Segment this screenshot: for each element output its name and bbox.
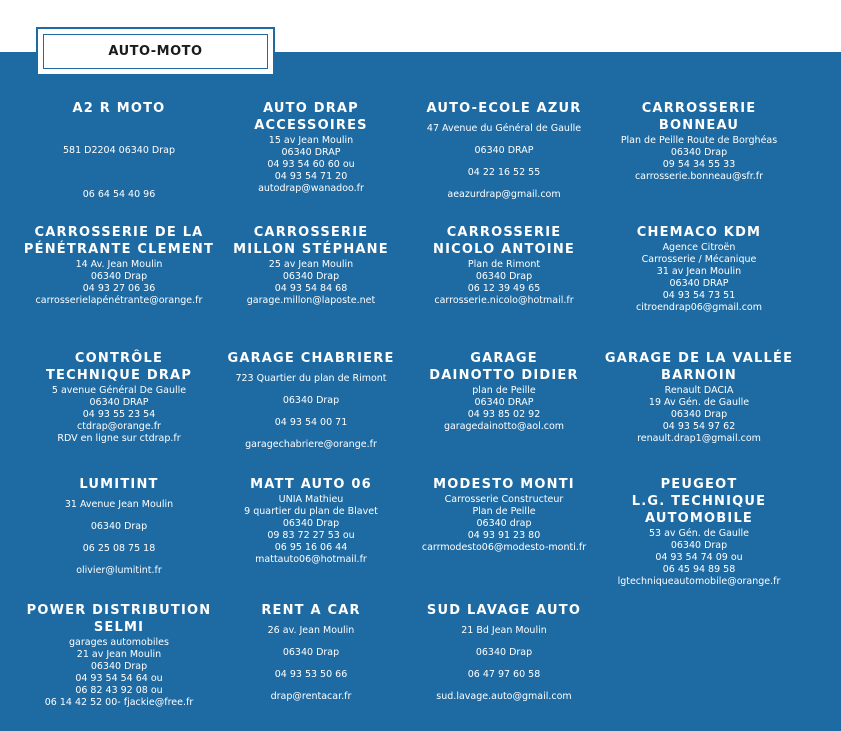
contact-line: 04 93 55 23 54: [82, 409, 156, 420]
business-name: [20, 224, 218, 258]
contact-line: 09 83 72 27 53 ou: [267, 530, 355, 541]
business-card: [212, 602, 410, 703]
email-address: ctdrap@orange.fr: [77, 421, 161, 432]
email-address: renault.drap1@gmail.com: [637, 433, 761, 444]
business-name-line: TECHNIQUE DRAP: [45, 368, 193, 383]
business-card: [600, 224, 798, 314]
business-name-line: LUMITINT: [79, 477, 159, 492]
contact-line: 25 av Jean Moulin: [268, 259, 354, 270]
contact-line: 581 D2204 06340 Drap: [63, 145, 175, 156]
business-name: [212, 100, 410, 134]
contact-line: Plan de Rimont: [467, 259, 541, 270]
business-name: [20, 602, 218, 636]
email-address: autodrap@wanadoo.fr: [258, 183, 364, 194]
business-name-line: GARAGE DE LA VALLÉE: [604, 351, 794, 366]
contact-line: 06 47 97 60 58: [467, 669, 541, 680]
contact-line: Renault DACIA: [664, 385, 734, 396]
contact-line: 26 av. Jean Moulin: [267, 625, 355, 636]
business-name-line: PEUGEOT: [660, 477, 738, 492]
email-address: carrmodesto06@modesto-monti.fr: [421, 542, 587, 553]
contact-line: 06340 Drap: [670, 409, 728, 420]
contact-line: garages automobiles: [69, 637, 169, 648]
contact-line: 06 82 43 92 08 ou: [75, 685, 163, 696]
contact-line: 06340 Drap: [670, 147, 728, 158]
contact-line: 06 45 94 89 58: [662, 564, 736, 575]
contact-line: 31 Avenue Jean Moulin: [64, 499, 174, 510]
contact-line: 06340 Drap: [90, 521, 148, 532]
business-card: [212, 100, 410, 195]
business-name: [405, 100, 603, 117]
business-name: [600, 100, 798, 134]
contact-line: Carrosserie / Mécanique: [641, 254, 757, 265]
contact-line: 06340 Drap: [282, 271, 340, 282]
contact-line: 06 95 16 06 44: [274, 542, 348, 553]
contact-line: 06340 drap: [476, 518, 532, 529]
contact-line: 06340 Drap: [282, 647, 340, 658]
contact-line: RDV en ligne sur ctdrap.fr: [57, 433, 181, 444]
business-card: [600, 350, 798, 445]
business-card: [20, 476, 218, 577]
contact-line: 06340 DRAP: [474, 397, 534, 408]
business-name: [600, 350, 798, 384]
business-name-line: AUTO DRAP: [263, 101, 359, 116]
business-name: [212, 602, 410, 619]
contact-line: 06340 DRAP: [474, 145, 534, 156]
email-address: mattauto06@hotmail.fr: [255, 554, 367, 565]
email-address: carrosserie.nicolo@hotmail.fr: [434, 295, 574, 306]
contact-line: 06340 Drap: [475, 271, 533, 282]
business-name-line: GARAGE: [470, 351, 538, 366]
business-name-line: SELMI: [93, 620, 145, 635]
business-card: [405, 476, 603, 554]
business-name-line: CONTRÔLE: [74, 351, 164, 366]
business-name: [20, 100, 218, 117]
business-name-line: ACCESSOIRES: [254, 118, 368, 133]
business-name-line: NICOLO ANTOINE: [433, 242, 575, 257]
business-card: [20, 224, 218, 307]
contact-line: 15 av Jean Moulin: [268, 135, 354, 146]
email-address: carrosserielapénétrante@orange.fr: [35, 295, 203, 306]
contact-line: plan de Peille: [472, 385, 536, 396]
contact-line: 04 93 54 54 64 ou: [75, 673, 163, 684]
business-name-line: CARROSSERIE: [641, 101, 757, 116]
contact-line: 06 12 39 49 65: [467, 283, 541, 294]
business-name-line: RENT A CAR: [261, 603, 361, 618]
business-card: [405, 602, 603, 703]
business-name-line: A2 R MOTO: [72, 101, 166, 116]
contact-line: 04 93 54 71 20: [274, 171, 348, 182]
contact-line: 06340 Drap: [282, 395, 340, 406]
business-name-line: AUTOMOBILE: [644, 511, 754, 526]
contact-line: 19 Av Gén. de Gaulle: [648, 397, 750, 408]
contact-line: Agence Citroën: [662, 242, 736, 253]
business-name-line: DAINOTTO DIDIER: [429, 368, 579, 383]
business-name: [600, 224, 798, 241]
business-card: [20, 350, 218, 445]
email-address: citroendrap06@gmail.com: [635, 302, 763, 313]
contact-line: 04 93 54 60 60 ou: [267, 159, 355, 170]
contact-line: 04 93 85 02 92: [467, 409, 541, 420]
contact-line: 09 54 34 55 33: [662, 159, 736, 170]
business-card: [212, 476, 410, 566]
business-name: [212, 224, 410, 258]
business-name-line: CARROSSERIE DE LA: [34, 225, 204, 240]
business-card: [600, 100, 798, 183]
business-name-line: MODESTO MONTI: [433, 477, 575, 492]
contact-line: 06340 DRAP: [281, 147, 341, 158]
contact-line: 31 av Jean Moulin: [656, 266, 742, 277]
business-card: [405, 224, 603, 307]
contact-line: 06340 Drap: [670, 540, 728, 551]
contact-line: 723 Quartier du plan de Rimont: [235, 373, 387, 384]
business-name: [405, 476, 603, 493]
contact-line: 06340 DRAP: [669, 278, 729, 289]
business-card: [600, 476, 798, 588]
business-name-line: CHEMACO KDM: [636, 225, 762, 240]
contact-line: 53 av Gén. de Gaulle: [648, 528, 750, 539]
business-name-line: PÉNÉTRANTE CLEMENT: [23, 242, 215, 257]
contact-line: 14 Av. Jean Moulin: [75, 259, 163, 270]
business-name: [405, 224, 603, 258]
business-name-line: AUTO-ECOLE AZUR: [426, 101, 582, 116]
contact-line: 04 93 54 84 68: [274, 283, 348, 294]
contact-line: 06340 Drap: [475, 647, 533, 658]
business-name-line: L.G. TECHNIQUE: [631, 494, 767, 509]
business-card: [20, 602, 218, 709]
contact-line: Plan de Peille Route de Borghéas: [620, 135, 778, 146]
contact-line: 9 quartier du plan de Blavet: [244, 506, 378, 517]
contact-line: 04 93 54 00 71: [274, 417, 348, 428]
contact-line: 04 93 53 50 66: [274, 669, 348, 680]
business-name-line: BONNEAU: [658, 118, 740, 133]
contact-line: 04 93 91 23 80: [467, 530, 541, 541]
business-name-line: BARNOIN: [660, 368, 738, 383]
contact-line: 04 22 16 52 55: [467, 167, 541, 178]
contact-line: Carrosserie Constructeur: [444, 494, 564, 505]
business-name: [405, 602, 603, 619]
business-name-line: CARROSSERIE: [446, 225, 562, 240]
business-name: [20, 476, 218, 493]
email-address: lgtechniqueautomobile@orange.fr: [617, 576, 781, 587]
business-name-line: SUD LAVAGE AUTO: [426, 603, 582, 618]
email-address: olivier@lumitint.fr: [76, 565, 162, 576]
contact-line: 06340 DRAP: [89, 397, 149, 408]
contact-line: 06340 Drap: [282, 518, 340, 529]
business-name-line: MATT AUTO 06: [250, 477, 372, 492]
email-address: carrosserie.bonneau@sfr.fr: [634, 171, 764, 182]
section-tab: [36, 27, 275, 76]
business-card: [20, 100, 218, 201]
contact-line: 04 93 54 74 09 ou: [655, 552, 743, 563]
contact-line: 47 Avenue du Général de Gaulle: [426, 123, 582, 134]
contact-line: [20, 123, 218, 135]
email-address: 06 14 42 52 00- fjackie@free.fr: [44, 697, 194, 708]
contact-line: UNIA Mathieu: [278, 494, 344, 505]
contact-line: 21 Bd Jean Moulin: [461, 625, 547, 636]
business-name: [20, 350, 218, 384]
business-name: [405, 350, 603, 384]
contact-line: 06340 Drap: [90, 661, 148, 672]
contact-line: [20, 167, 218, 179]
email-address: sud.lavage.auto@gmail.com: [436, 691, 572, 702]
email-address: garage.millon@laposte.net: [246, 295, 376, 306]
business-name: [600, 476, 798, 527]
contact-line: 06 64 54 40 96: [82, 189, 156, 200]
business-name: [212, 476, 410, 493]
business-card: [405, 100, 603, 201]
business-name-line: POWER DISTRIBUTION: [26, 603, 212, 618]
email-address: drap@rentacar.fr: [270, 691, 352, 702]
section-title: AUTO-MOTO: [43, 34, 268, 69]
contact-line: 04 93 54 73 51: [662, 290, 736, 301]
business-name: [212, 350, 410, 367]
email-address: garagechabriere@orange.fr: [245, 439, 377, 450]
business-name-line: CARROSSERIE: [253, 225, 369, 240]
business-card: [212, 224, 410, 307]
contact-line: 04 93 54 97 62: [662, 421, 736, 432]
business-card: [212, 350, 410, 451]
business-name-line: MILLON STÉPHANE: [233, 242, 389, 257]
business-name-line: GARAGE CHABRIERE: [227, 351, 395, 366]
contact-line: 04 93 27 06 36: [82, 283, 156, 294]
contact-line: 06340 Drap: [90, 271, 148, 282]
contact-line: 5 avenue Général De Gaulle: [51, 385, 187, 396]
email-address: garagedainotto@aol.com: [443, 421, 565, 432]
contact-line: Plan de Peille: [472, 506, 536, 517]
email-address: aeazurdrap@gmail.com: [447, 189, 561, 200]
contact-line: 21 av Jean Moulin: [76, 649, 162, 660]
contact-line: 06 25 08 75 18: [82, 543, 156, 554]
business-card: [405, 350, 603, 433]
